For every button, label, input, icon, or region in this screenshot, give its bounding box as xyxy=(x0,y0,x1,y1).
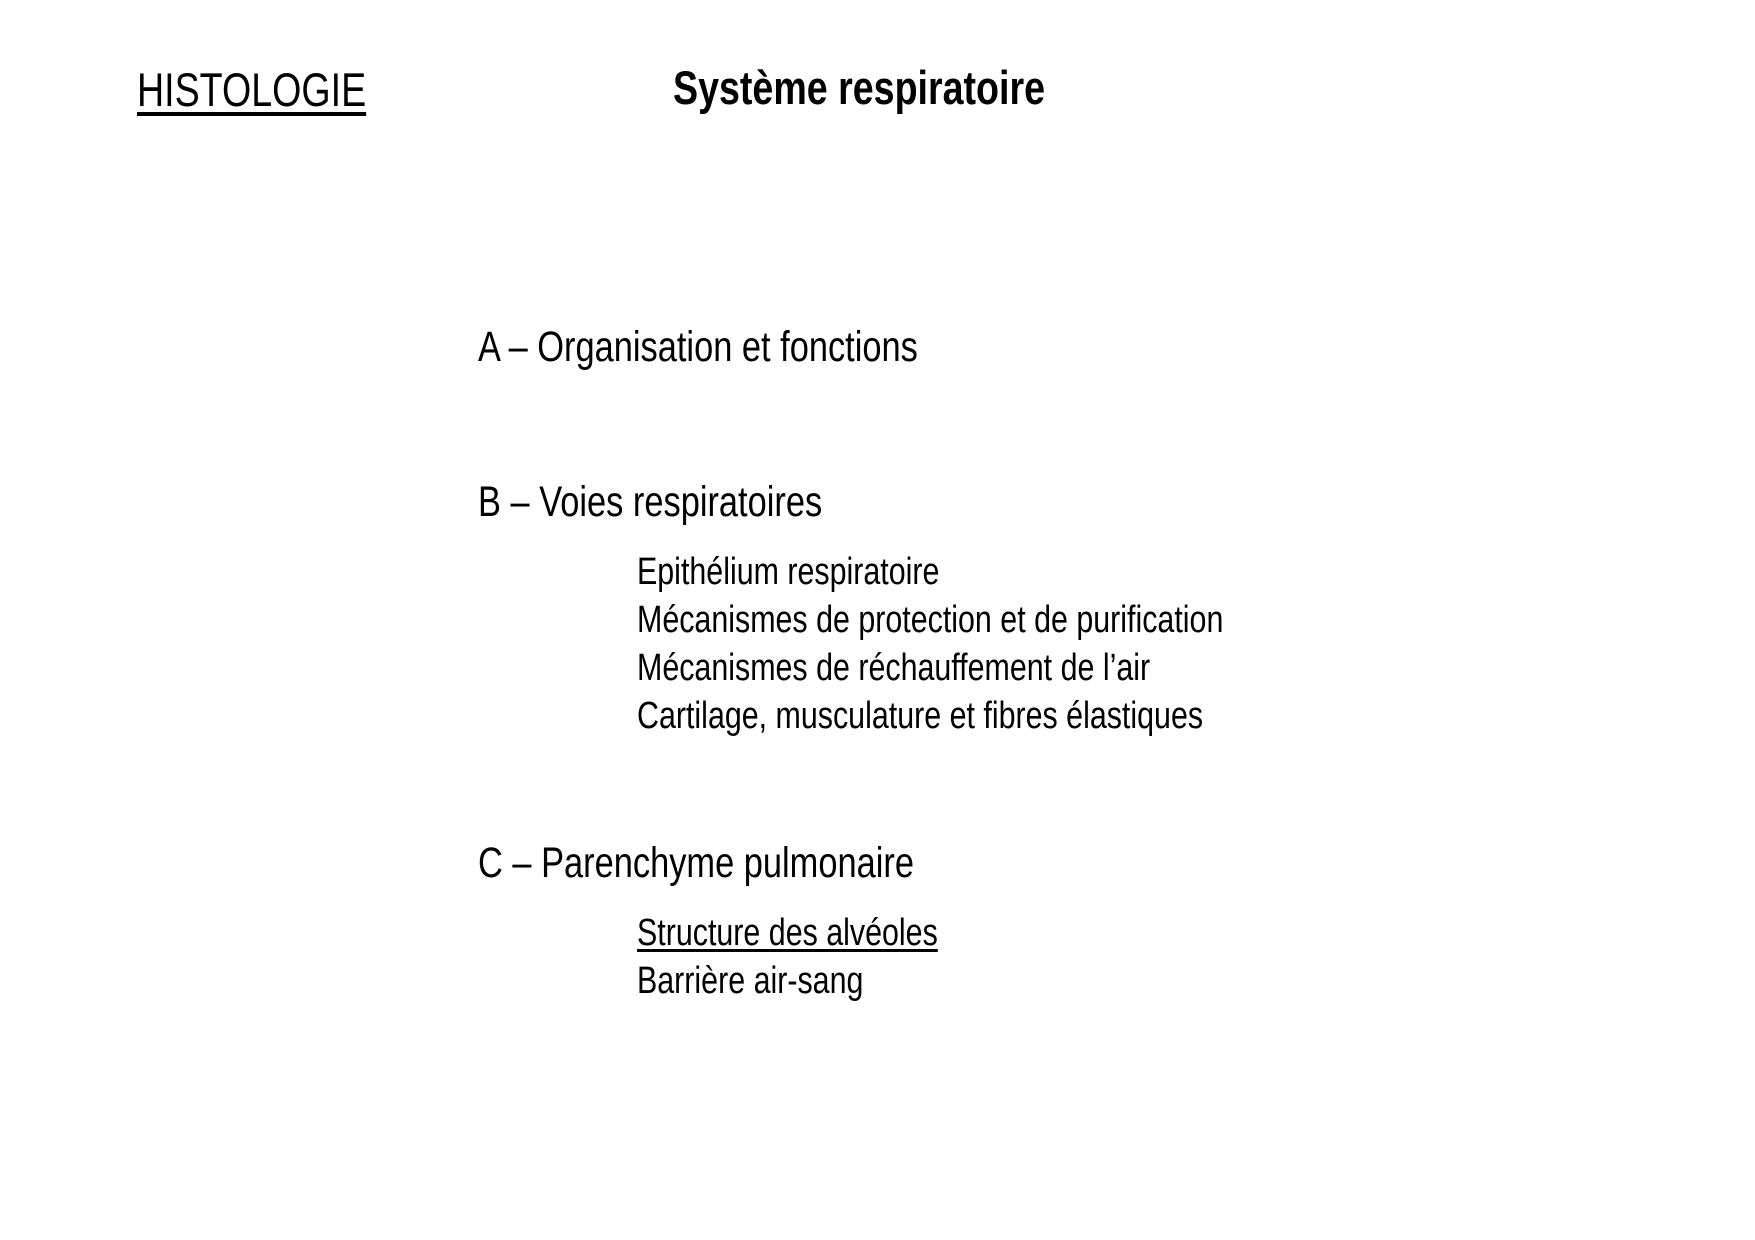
list-item-underlined-text: Structure des alvéoles xyxy=(637,912,938,954)
section-b-item-list xyxy=(637,548,1223,740)
list-item: Mécanismes de réchauffement de l’air xyxy=(637,647,1151,689)
list-item: Epithélium respiratoire xyxy=(637,551,940,593)
section-b-heading: B – Voies respiratoires xyxy=(478,478,823,526)
section-a-heading: A – Organisation et fonctions xyxy=(478,323,918,371)
list-item: Cartilage, musculature et fibres élastiques xyxy=(637,695,1204,737)
slide-title: Système respiratoire xyxy=(673,61,1046,114)
list-item xyxy=(637,909,938,957)
list-item: Mécanismes de protection et de purification xyxy=(637,599,1224,641)
course-title: HISTOLOGIE xyxy=(137,63,367,116)
section-c-item-list xyxy=(637,909,938,1005)
list-item: Barrière air-sang xyxy=(637,960,864,1002)
section-c-heading: C – Parenchyme pulmonaire xyxy=(478,839,914,887)
